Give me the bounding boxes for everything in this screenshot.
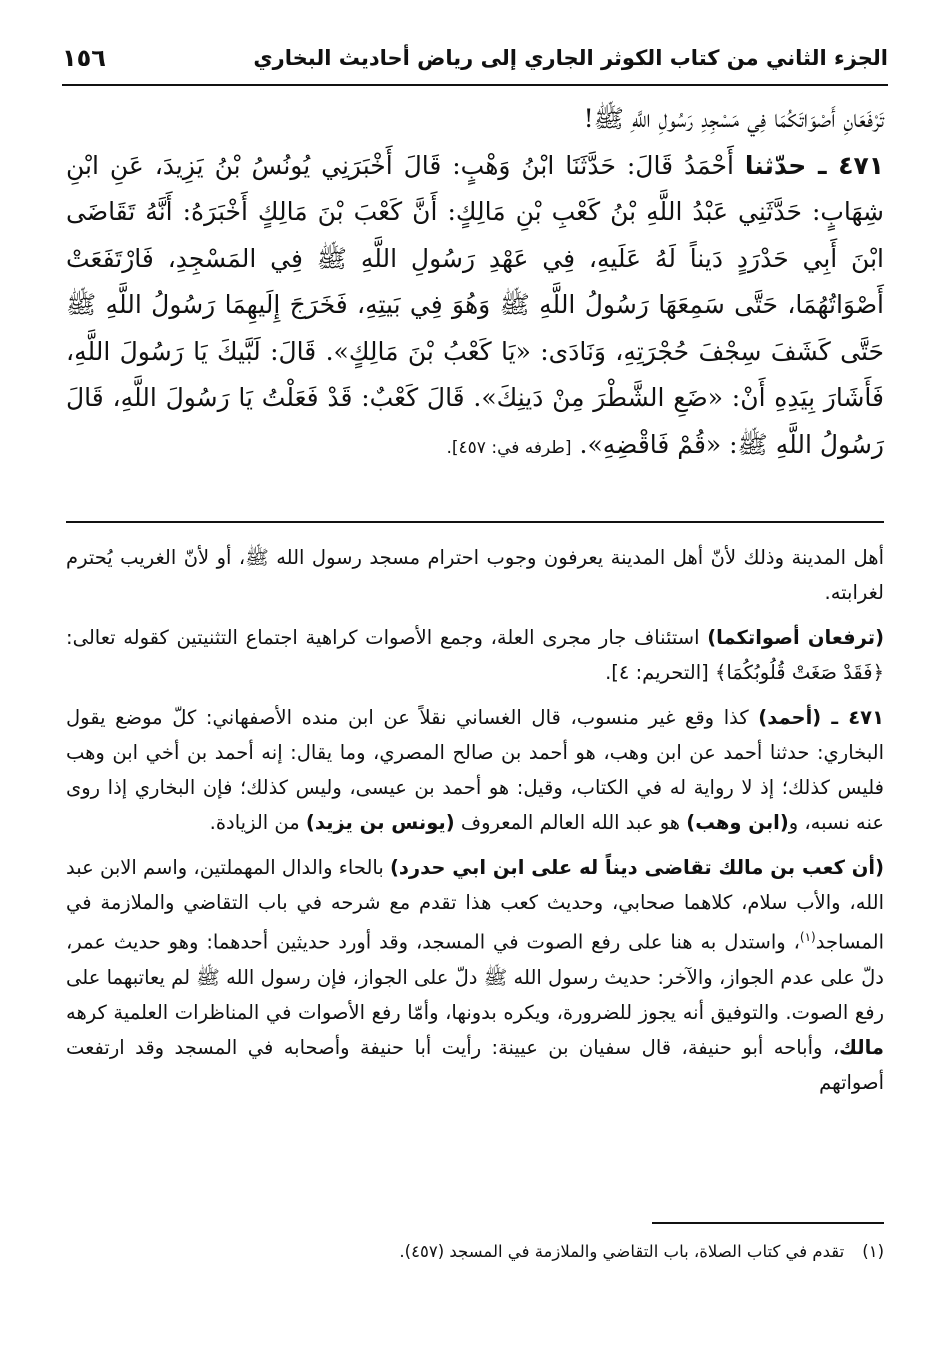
commentary-text: كذا وقع غير منسوب، قال الغساني نقلاً عن ابن منده الأصفهاني: كلّ موضع يقول البخاري: حدثنا أحمد عن ابن وهب، هو أحمد بن صالح المصري، وما يقال: إنه أحمد بن أخي ابن وهب فليس كذلك؛ إذ لا رواية له في الكتاب، وقيل: هو أحمد بن عيسى، وليس كذلك؛ فإن البخاري إذا روى عنه نسبه، و <box>66 706 884 834</box>
commentary-text: من الزيادة. <box>209 811 300 834</box>
commentary-lemma: (ابن وهب) <box>686 811 789 834</box>
hadith-number: ٤٧١ ـ حدّثنا <box>744 150 885 180</box>
hadith-471 <box>66 143 884 472</box>
running-title: الجزء الثاني من كتاب الكوثر الجاري إلى رياض أحاديث البخاري <box>253 46 888 70</box>
commentary-text: بالحاء والدال المهملتين، واسم الابن عبد الله، والأب سلام، كلاهما صحابي، وحديث كعب هذا تقدم مع شرحه في باب التقاضي والملازمة في المساجد <box>66 856 884 954</box>
commentary-text: هو عبد الله العالم المعروف <box>460 811 681 834</box>
commentary-lemma: ٤٧١ ـ (أحمد) <box>758 706 884 729</box>
commentary-paragraph-2 <box>66 620 884 690</box>
commentary-lemma: (أن كعب بن مالك تقاضى ديناً له على ابن ابي حدرد) <box>390 856 885 879</box>
footnote-text: تقدم في كتاب الصلاة، باب التقاضي والملازمة في المسجد (٤٥٧). <box>399 1242 845 1261</box>
commentary-paragraph-4 <box>66 850 884 1100</box>
commentary-paragraph-1: أهل المدينة وذلك لأنّ أهل المدينة يعرفون وجوب احترام مسجد رسول الله ﷺ، أو لأنّ الغريب يُحترم لغرابته. <box>66 546 884 604</box>
hadith-body: أَحْمَدُ قَالَ: حَدَّثَنَا ابْنُ وَهْبٍ: قَالَ أَخْبَرَنِي يُونُسُ بْنُ يَزِيدَ، عَنِ ابْنِ شِهَابٍ: حَدَّثَنِي عَبْدُ اللَّهِ بْنُ كَعْبِ بْنِ مَالِكٍ: أَنَّ كَعْبَ بْنَ مَالِكٍ أَخْبَرَهُ: أَنَّهُ تَقَاضَى ابْنَ أَبِي حَدْرَدٍ دَيناً لَهُ عَلَيهِ، فِي عَهْدِ رَسُولِ اللَّهِ ﷺ فِي المَسْجِدِ، فَارْتَفَعَتْ أَصْوَاتُهُمَا، حَتَّى سَمِعَهَا رَسُولُ اللَّهِ ﷺ وَهُوَ فِي بَيتِهِ، فَخَرَجَ إِلَيهِمَا رَسُولُ اللَّهِ ﷺ حَتَّى كَشَفَ سِجْفَ حُجْرَتِهِ، وَنَادَى: «يَا كَعْبُ بْنَ مَالِكٍ». قَالَ: لَبَّيكَ يَا رَسُولَ اللَّهِ، فَأَشَارَ بِيَدِهِ أَنْ: «ضَعِ الشَّطْرَ مِنْ دَينِكَ». قَالَ كَعْبٌ: قَدْ فَعَلْتُ يَا رَسُولَ اللَّهِ، قَالَ رَسُولُ اللَّهِ ﷺ: «قُمْ فَاقْضِهِ». <box>66 150 885 459</box>
commentary-text: ، واستدل به هنا على رفع الصوت في المسجد، وقد أورد حديثين أحدهما: وهو حديث عمر، دلّ على عدم الجواز، والآخر: حديث رسول الله ﷺ دلّ على الجواز، فإن رسول الله ﷺ لم يعاتبهما على رفع الصوت. والتوفيق أنه يجوز للضرورة، ويكره بدونها، وأمّا رفع الأصوات في المناظرات العلمية كرهه <box>66 930 884 1024</box>
commentary-lemma: مالك <box>839 1035 884 1059</box>
commentary-block <box>66 540 884 1110</box>
footnote <box>66 1238 884 1266</box>
footnote-separator <box>652 1222 884 1224</box>
footnote-number: (١) <box>862 1242 884 1261</box>
text-commentary-divider <box>66 521 884 523</box>
page-number: ١٥٦ <box>62 44 106 72</box>
commentary-lemma: (ترفعان أصواتكما) <box>707 626 884 649</box>
commentary-text: ، وأباحه أبو حنيفة، قال سفيان بن عيينة: رأيت أبا حنيفة وأصحابه في المسجد وقد ارتفعت أصواتهم <box>66 1035 884 1094</box>
commentary-lemma: (يونس بن يزيد) <box>305 811 455 834</box>
page-header <box>62 38 888 86</box>
hadith-reference: [طرفه في: ٤٥٧]. <box>446 437 572 458</box>
commentary-paragraph-3 <box>66 700 884 840</box>
footnote-reference[interactable]: (١) <box>799 930 816 944</box>
hadith-text-block <box>66 96 884 471</box>
commentary-text: استئناف جار مجرى العلة، وجمع الأصوات كراهية اجتماع التثنيتين كقوله تعالى: ﴿فَقَدْ صَغَتْ قُلُوبُكُمَا﴾ [التحريم: ٤]. <box>66 626 884 684</box>
hadith-continuation: تَرْفَعَانِ أَصْوَاتَكُمَا فِي مَسْجِدِ رَسُولِ اللَّهِ ﷺ! <box>583 104 884 133</box>
